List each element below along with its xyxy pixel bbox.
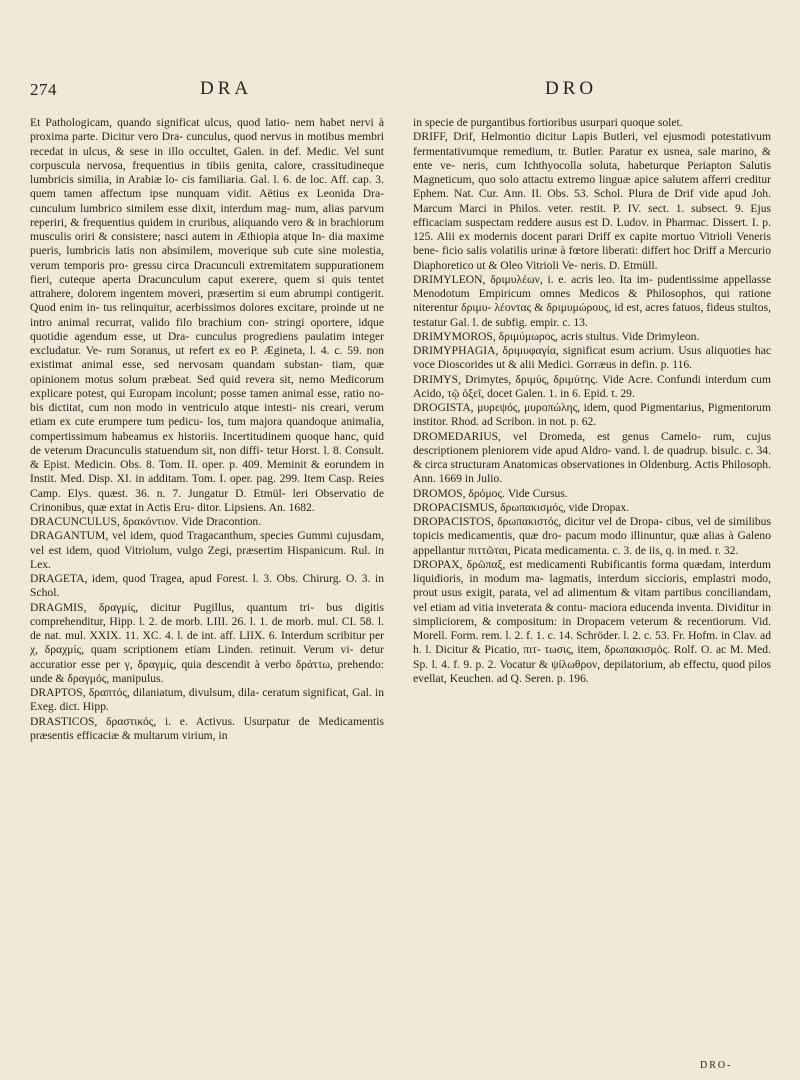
page-number: 274 <box>30 80 57 99</box>
entry-paragraph: DRAGMIS, δραγμίς, dicitur Pugillus, quantum tri- bus digitis comprehenditur, Hipp. l. 2. de morb. LIII. 26. l. 1. de morb. mul. CI. 58. l. de nat. mul. XXIX. 11. XC. 4. l. de int. aff. LIIX. 6. Interdum scribitur per χ, δραχμίς, quam scriptionem etiam Linden. retinuit. Verum vi- detur accuratior esse per γ, δραγμίς, quia descendit à verbo δράττω, prehendo: unde & δραγμός, manipulus. <box>30 600 384 685</box>
left-column <box>30 116 384 743</box>
entry-paragraph: DRAPTOS, δραπτός, dilaniatum, divulsum, dila- ceratum significat, Gal. in Exeg. dict. Hipp. <box>30 686 384 714</box>
entry-paragraph: DROPACISMUS, δρωπακισμός, vide Dropax. <box>413 500 630 514</box>
entry-paragraph: DROGISTA, μυρεψός, μυροπώλης, idem, quod Pigmentarius, Pigmentorum institor. Rhod. ad Scribon. in not. p. 62. <box>413 401 771 429</box>
entry-paragraph: DROPAX, δρῶπαξ, est medicamenti Rubificantis forma quædam, interdum liquidioris, in modum ma- lagmatis, interdum siccioris, emplastri modo, prout usus exigit, parata, vel ad alimentum & vitam partibus conciliandam, vel etiam ad vitia inveterata & contu- maciora educenda inventa. Dividitur in simpliciorem, & compositum: in Dropacem veterum & recentiorum. Vid. Morell. Form. rem. l. 2. f. 1. c. 14. Schröder. l. 2. c. 53. Fr. Hofm. in Clav. ad h. l. Dicitur & Picatio, πιτ- τωσις, item, δρωπακισμός. Rolf. O. ac M. Med. Sp. l. 4. f. 9. p. 2. Vocatur & ψίλωθρον, depilatorium, ab effectu, quod pilos evellat, Keuchen. ad Q. Seren. p. 196. <box>413 557 771 685</box>
entry-paragraph: Et Pathologicam, quando significat ulcus, quod latio- nem habet nervi à proxima parte. Dicitur vero Dra- cunculus, quod nervus in motibus membri recedat in ulcus, & sese in illo occultet, Galen. in def. Medic. Vel sunt corpuscula nervosa, frequentius in tibiis genita, calore, crassitudineque lumbricis similia, in Arabiæ lo- cis familiaria. Gal. l. 6. de loc. Aff. cap. 3. quem tamen affectum ipse nunquam vidit. Aëtius ex Leonida Dra- cunculum lumbrico similem esse dixit, interdum mag- num, alias parvum reperiri, & frequentius quidem in cruribus, aliquando vero & in brachiorum musculis oriri & consistere; nasci autem in Æthiopia atque In- dia maxime pueris, lumbricis latis non absimilem, moverique sub cute sine molestia, verum temporis pro- gressu circa Dracunculi extremitatem suppurationem fieri, cuteque aperta Dracunculum caput exerere, quem si quis tentet attrahere, dolorem ingentem moveri, præsertim si eum abrumpi contigerit. Quod enim in- tus relinquitur, acerbissimos dolores excitare, proinde ut ne intro animal recurrat, valido filo brachium con- stringi oportere, idque quotidie agendum esse, ut Dra- cunculus progrediens paulatim integer excludatur. Ve- rum Soranus, ut refert ex eo P. Ægineta, l. 4. c. 59. non existimat animal esse, sed nervosam quandam substan- tiam, quæ opinionem motus solum præbeat. Sed quid revera sit, nemo Medicorum explicare potest, qui Europam incolunt; posse tamen animal esse, ratio no- bis dictitat, cum non modo in ventriculo atque intesti- nis creari, verum etiam ex cute erumpere tum pedicu- los, tum majora quandoque animalia, compertissimum habeamus ex historiis. Incertitudinem quoque hanc, quid de veterum Dracunculis statuendum sit, non diffi- tetur Horst. l. 8. Consult. & Epist. Medicin. Obs. 8. Tom. II. oper. p. 409. Meminit & eorundem in Instit. Med. Disp. XI. in additam. Tom. I. oper. pag. 299. Item Casp. Reies Camp. Elys. quæst. 36. n. 7. Jungatur D. Etmül- leri Observatio de Crinonibus, quæ extat in Actis Eru- ditor. Lipsiens. An. 1682. <box>30 116 384 514</box>
catchword: DRO- <box>700 1060 733 1071</box>
entry-paragraph: DROMEDARIUS, vel Dromeda, est genus Camelo- rum, cujus descriptionem pleniorem vide apud Aldro- vand. l. de quadrup. bisulc. c. 34. & circa structuram Anatomicas observationes in Oldenburg. Actis Philosoph. Ann. 1669 in Julio. <box>413 429 771 486</box>
entry-paragraph: DRAGANTUM, vel idem, quod Tragacanthum, species Gummi cujusdam, vel est idem, quod Vitriolum, vulgo Zegi, præsertim Hispanicum. Rul. in Lex. <box>30 529 384 571</box>
entry-paragraph: DROPACISTOS, δρωπακιστός, dicitur vel de Dropa- cibus, vel de similibus topicis medicamentis, quæ dro- pacum modo illinuntur, quæ alias à Galeno appellantur πιττῶται, Picata medicamenta. c. 3. de iis, q. in med. r. 32. <box>413 515 771 557</box>
entry-paragraph: DRACUNCULUS, δρακόντιον. Vide Dracontion. <box>30 515 262 528</box>
page-header <box>0 78 800 108</box>
running-head-left: DRA <box>200 78 253 99</box>
entry-paragraph: DRIMYMOROS, δριμύμωρος, acris stultus. Vide Drimyleon. <box>413 329 700 343</box>
entry-paragraph: DRASTICOS, δραστικός, i. e. Activus. Usurpatur de Medicamentis præsentis efficaciæ & multarum virium, in <box>30 714 384 742</box>
entry-paragraph: DRIFF, Drif, Helmontio dicitur Lapis Butleri, vel ejusmodi potestativum fermentativumque remedium, tr. Butler. Paratur ex usnea, sale marino, & ente ve- neris, cum Ichthyocolla soluta, habeturque Periapton Salutis Magneticum, quo solo attactu extremo linguæ apice salutem afferri creditur Ephem. Nat. Cur. Ann. II. Obs. 53. Schol. Plura de Drif vide apud Joh. Marcum Marci in Philos. veter. restit. P. IV. sect. 1. subsect. 9. Ejus efficaciam suspectam reddere ausus est D. Ludov. in Pharmac. Dissert. I. p. 125. Alii ex modernis docent parari Driff ex capite mortuo Vitrioli Veneris bene- ficio salis volatilis urinæ à fœtore liberati: differt hoc Driff a Mercurio Diaphoretico ut & Oleo Vitrioli Ve- neris. D. Etmüll. <box>413 130 771 272</box>
entry-paragraph: in specie de purgantibus fortioribus usurpari quoque solet. <box>413 116 683 129</box>
entry-paragraph: DROMOS, δρόμος. Vide Cursus. <box>413 486 568 500</box>
right-column <box>413 116 771 686</box>
entry-paragraph: DRIMYLEON, δριμυλέων, i. e. acris leo. Ita im- pudentissime appellasse Menodotum Empiricum omnes Medicos & Philosophos, qui ratione niterentur δριμυ- λέοντας & δριμυμώρους, id est, acres fatuos, fideus stultos, testatur Gal. l. de subfig. empir. c. 13. <box>413 272 771 329</box>
entry-paragraph: DRAGETA, idem, quod Tragea, apud Forest. l. 3. Obs. Chirurg. O. 3. in Schol. <box>30 572 384 600</box>
running-head-right: DRO <box>545 78 598 99</box>
entry-paragraph: DRIMYS, Drimytes, δριμύς, δριμύτης. Vide Acre. Confundi interdum cum Acido, τῷ ὀξεῖ, docet Galen. 1. in 6. Epid. t. 29. <box>413 372 771 400</box>
entry-paragraph: DRIMYPHAGIA, δριμυφαγία, significat esum acrium. Usus aliquoties hac voce Dioscorides ut & alii Medici. Gorræus in defin. p. 116. <box>413 344 771 372</box>
